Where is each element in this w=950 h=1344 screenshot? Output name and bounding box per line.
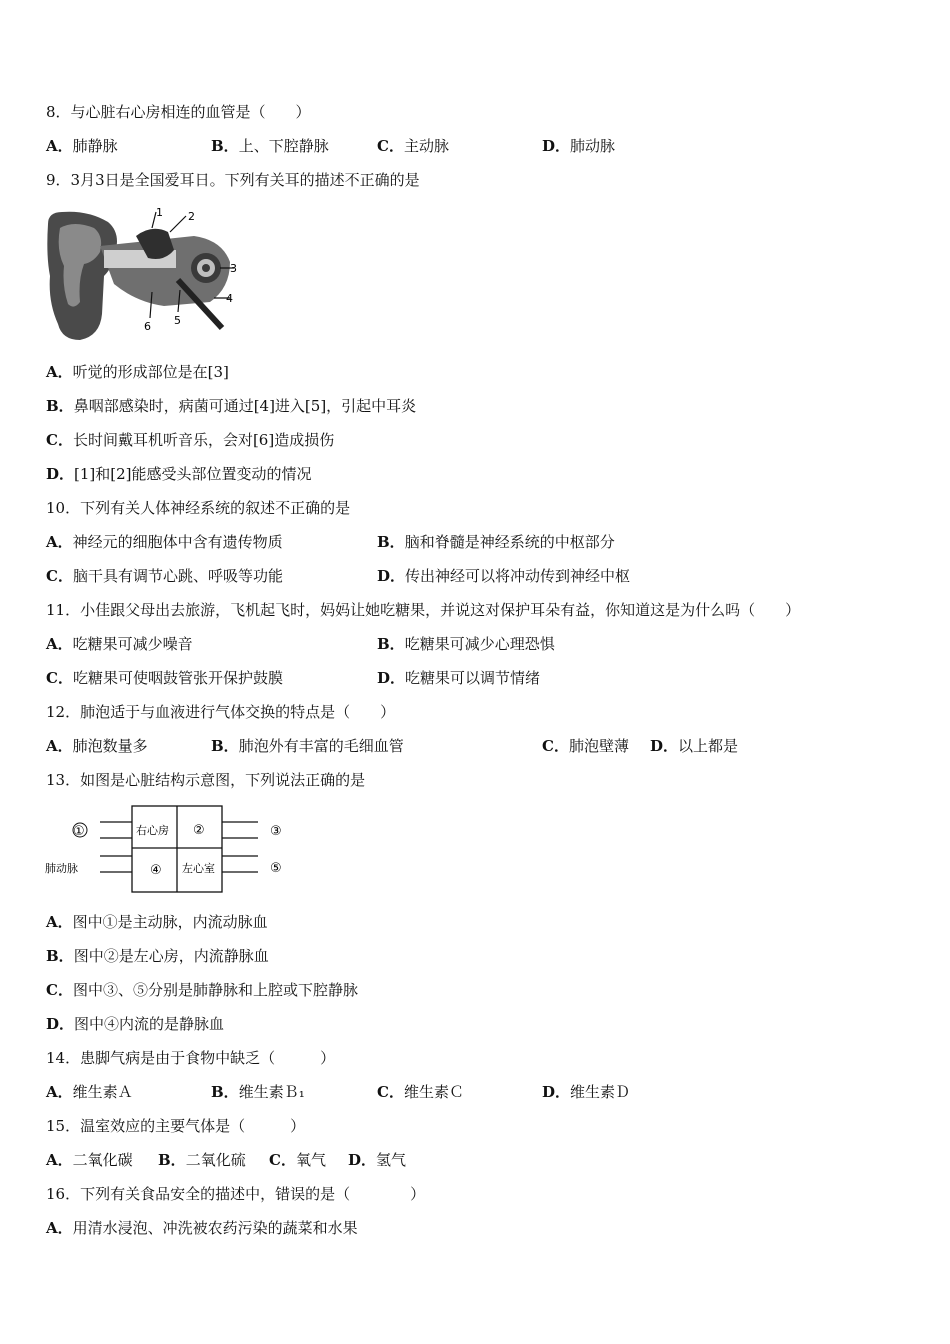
q14-option-d[interactable]: D．维生素Ｄ — [542, 1083, 631, 1101]
q11-option-a[interactable]: A．吃糖果可减少噪音 — [46, 635, 193, 653]
q11-option-d[interactable]: D．吃糖果可以调节情绪 — [377, 669, 541, 687]
q9-option-d[interactable]: D．[1]和[2]能感受头部位置变动的情况 — [46, 465, 312, 483]
heart-mark-1: ① — [73, 824, 85, 839]
q13-option-a[interactable]: A．图中①是主动脉，内流动脉血 — [46, 913, 268, 931]
ear-label-3: 3 — [230, 262, 237, 275]
q9-option-c[interactable]: C．长时间戴耳机听音乐，会对[6]造成损伤 — [46, 431, 335, 449]
q13-option-c[interactable]: C．图中③、⑤分别是肺静脉和上腔或下腔静脉 — [46, 981, 358, 999]
ear-diagram — [44, 206, 244, 346]
question-10-stem: 10．下列有关人体神经系统的叙述不正确的是 — [46, 499, 351, 517]
q8-option-b[interactable]: B．上、下腔静脉 — [211, 137, 329, 155]
q10-option-d[interactable]: D．传出神经可以将冲动传到神经中枢 — [377, 567, 631, 585]
question-12-stem: 12．肺泡适于与血液进行气体交换的特点是（ ） — [46, 703, 396, 721]
q14-option-c[interactable]: C．维生素Ｃ — [377, 1083, 464, 1101]
ear-label-6: 6 — [144, 320, 151, 333]
heart-diagram — [44, 804, 296, 896]
heart-mark-4: ④ — [150, 863, 162, 878]
q8-option-d[interactable]: D．肺动脉 — [542, 137, 616, 155]
q8-option-a[interactable]: A．肺静脉 — [46, 137, 118, 155]
question-8-stem: 8．与心脏右心房相连的血管是（ ） — [46, 103, 311, 121]
q13-option-b[interactable]: B．图中②是左心房，内流静脉血 — [46, 947, 269, 965]
q10-option-c[interactable]: C．脑干具有调节心跳、呼吸等功能 — [46, 567, 283, 585]
q11-option-b[interactable]: B．吃糖果可减少心理恐惧 — [377, 635, 555, 653]
right-atrium-label: 右心房 — [136, 824, 169, 837]
q15-option-c[interactable]: C．氧气 — [269, 1151, 326, 1169]
heart-mark-5: ⑤ — [270, 861, 282, 876]
q13-option-d[interactable]: D．图中④内流的是静脉血 — [46, 1015, 225, 1033]
pulmonary-artery-label: 肺动脉 — [45, 862, 78, 875]
question-14-stem: 14．患脚气病是由于食物中缺乏（ ） — [46, 1049, 336, 1067]
left-ventricle-label: 左心室 — [182, 862, 215, 875]
heart-mark-3: ③ — [270, 824, 282, 839]
q9-option-b[interactable]: B．鼻咽部感染时，病菌可通过[4]进入[5]，引起中耳炎 — [46, 397, 417, 415]
q12-option-a[interactable]: A．肺泡数量多 — [46, 737, 148, 755]
question-9-stem: 9．3月3日是全国爱耳日。下列有关耳的描述不正确的是 — [46, 171, 420, 189]
q15-option-d[interactable]: D．氢气 — [348, 1151, 407, 1169]
q8-option-c[interactable]: C．主动脉 — [377, 137, 449, 155]
ear-label-2: 2 — [188, 210, 195, 223]
q15-option-b[interactable]: B．二氧化硫 — [158, 1151, 246, 1169]
question-11-stem: 11．小佳跟父母出去旅游，飞机起飞时，妈妈让她吃糖果，并说这对保护耳朵有益，你知道这是为什么吗（ ） — [46, 601, 801, 619]
question-15-stem: 15．温室效应的主要气体是（ ） — [46, 1117, 306, 1135]
question-16-stem: 16．下列有关食品安全的描述中，错误的是（ ） — [46, 1185, 426, 1203]
q10-option-b[interactable]: B．脑和脊髓是神经系统的中枢部分 — [377, 533, 615, 551]
heart-mark-2: ② — [193, 823, 205, 838]
ear-label-4: 4 — [226, 292, 233, 305]
ear-label-1: 1 — [156, 206, 163, 219]
q14-option-a[interactable]: A．维生素Ａ — [46, 1083, 133, 1101]
q15-option-a[interactable]: A．二氧化碳 — [46, 1151, 133, 1169]
question-13-stem: 13．如图是心脏结构示意图，下列说法正确的是 — [46, 771, 366, 789]
q12-option-b[interactable]: B．肺泡外有丰富的毛细血管 — [211, 737, 404, 755]
q10-option-a[interactable]: A．神经元的细胞体中含有遗传物质 — [46, 533, 283, 551]
q9-option-a[interactable]: A．听觉的形成部位是在[3] — [46, 363, 229, 381]
q12-option-d[interactable]: D．以上都是 — [650, 737, 739, 755]
q16-option-a[interactable]: A．用清水浸泡、冲洗被农药污染的蔬菜和水果 — [46, 1219, 358, 1237]
q12-option-c[interactable]: C．肺泡壁薄 — [542, 737, 629, 755]
q11-option-c[interactable]: C．吃糖果可使咽鼓管张开保护鼓膜 — [46, 669, 283, 687]
ear-label-5: 5 — [174, 314, 181, 327]
q14-option-b[interactable]: B．维生素Ｂ₁ — [211, 1083, 305, 1101]
